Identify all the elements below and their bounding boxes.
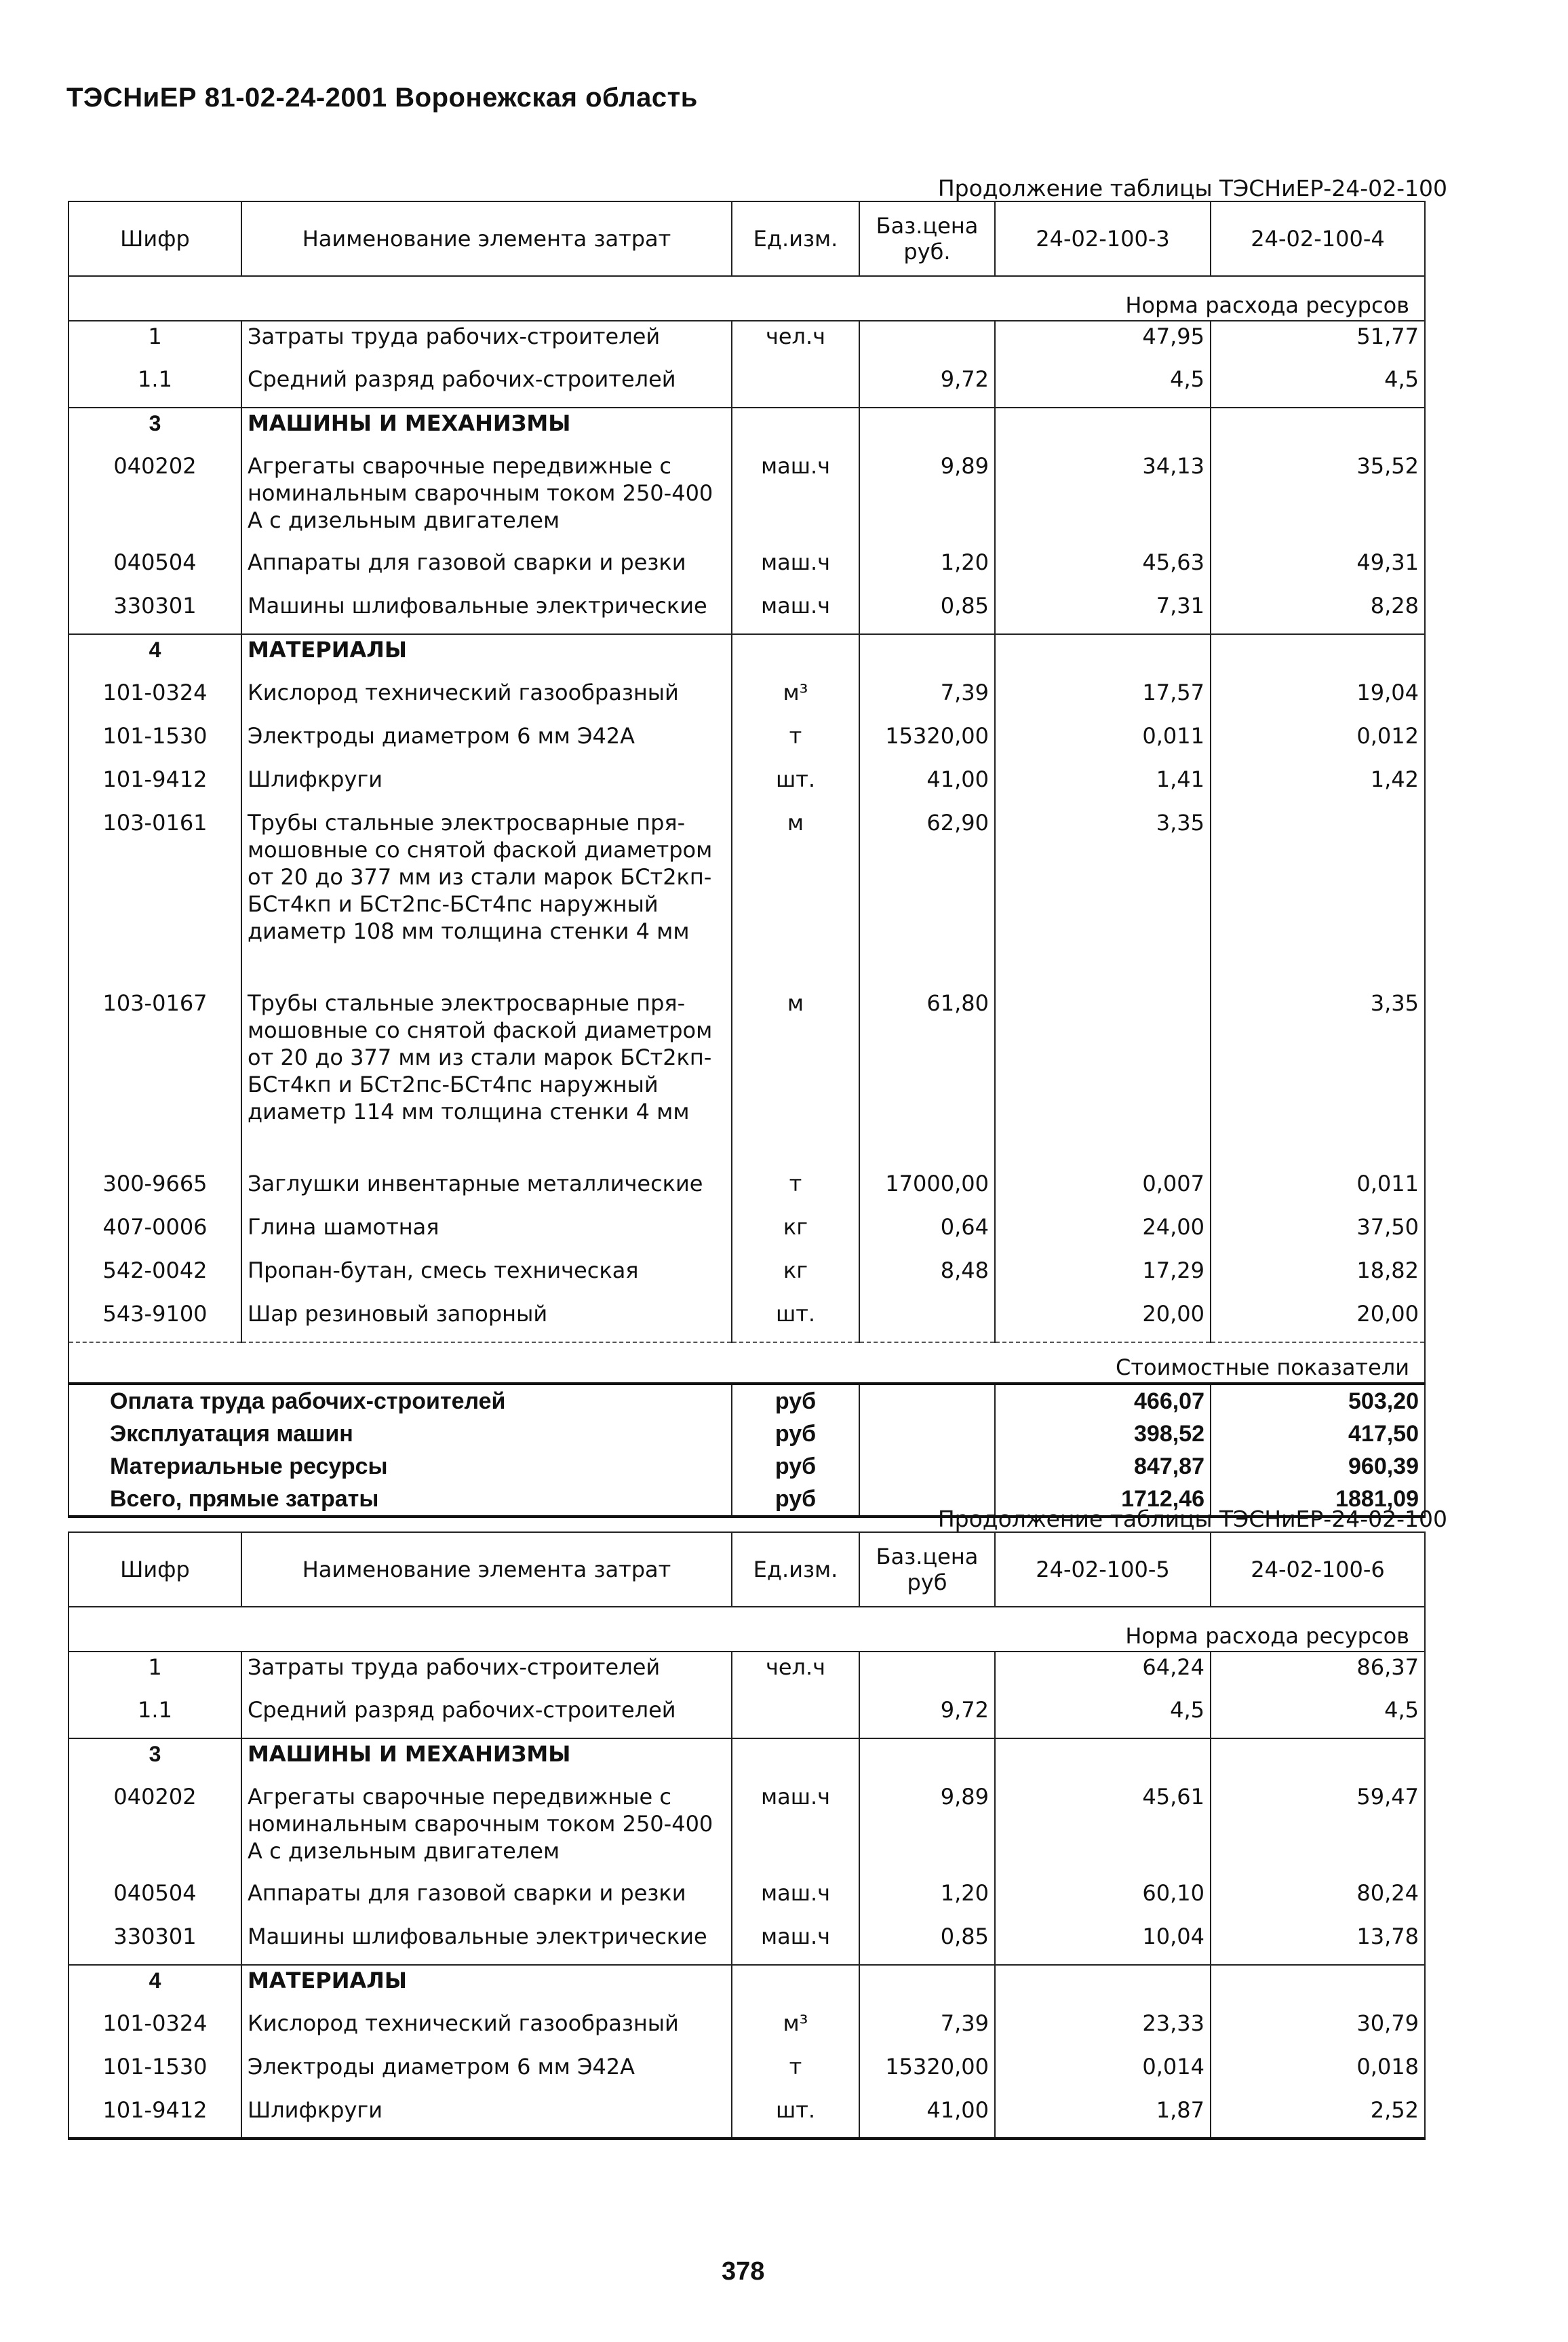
row-name: Затраты труда рабочих-строителей	[241, 321, 732, 364]
row-name: Глина шамотная	[241, 1212, 732, 1255]
row-code: 543-9100	[68, 1299, 241, 1342]
cost-name: Всего, прямые затраты	[68, 1483, 732, 1517]
row-value-1: 4,5	[995, 364, 1211, 408]
row-value-2: 1,42	[1211, 764, 1425, 808]
resource-table-1	[68, 201, 1426, 1518]
row-value-2	[1211, 408, 1425, 451]
cost-price	[859, 1450, 995, 1483]
table-row	[68, 1652, 1425, 1695]
row-name: Машины шлифовальные электрические	[241, 591, 732, 634]
row-unit	[732, 1695, 859, 1738]
row-value-2: 30,79	[1211, 2008, 1425, 2052]
row-code: 542-0042	[68, 1255, 241, 1299]
row-code: 101-0324	[68, 2008, 241, 2052]
row-price: 9,72	[859, 1695, 995, 1738]
row-value-1: 3,35	[995, 808, 1211, 988]
table-row	[68, 764, 1425, 808]
row-unit	[732, 1738, 859, 1782]
row-name: Машины шлифовальные электрические	[241, 1921, 732, 1965]
row-unit: т	[732, 1169, 859, 1212]
row-price: 8,48	[859, 1255, 995, 1299]
row-price	[859, 1965, 995, 2008]
table1-caption: Продолжение таблицы ТЭСНиЕР-24-02-100	[937, 175, 1447, 201]
column-header-unit: Ед.изм.	[732, 201, 859, 276]
row-value-2: 37,50	[1211, 1212, 1425, 1255]
row-price	[859, 634, 995, 678]
row-value-1: 4,5	[995, 1695, 1211, 1738]
row-value-2: 13,78	[1211, 1921, 1425, 1965]
row-value-1: 7,31	[995, 591, 1211, 634]
row-value-1: 23,33	[995, 2008, 1211, 2052]
row-value-1: 64,24	[995, 1652, 1211, 1695]
row-value-1: 20,00	[995, 1299, 1211, 1342]
row-name: Агрегаты сварочные передвижные с номинальным сварочным током 250-400 А с дизельным двигателем	[241, 451, 732, 547]
row-value-2: 80,24	[1211, 1878, 1425, 1921]
row-name: Электроды диаметром 6 мм Э42А	[241, 721, 732, 764]
row-value-1: 1,87	[995, 2095, 1211, 2139]
row-unit: кг	[732, 1212, 859, 1255]
section-title: МАТЕРИАЛЫ	[241, 634, 732, 678]
row-price: 15320,00	[859, 721, 995, 764]
row-value-2: 0,018	[1211, 2052, 1425, 2095]
row-price: 9,89	[859, 451, 995, 547]
row-code: 101-1530	[68, 2052, 241, 2095]
table-row	[68, 321, 1425, 364]
row-value-2: 49,31	[1211, 547, 1425, 591]
row-unit: маш.ч	[732, 591, 859, 634]
row-unit: маш.ч	[732, 1921, 859, 1965]
section-code: 4	[68, 634, 241, 678]
row-price	[859, 1738, 995, 1782]
row-unit: маш.ч	[732, 451, 859, 547]
row-unit: м³	[732, 2008, 859, 2052]
cost-label-row	[68, 1342, 1425, 1384]
column-header-norm-2: 24-02-100-6	[1211, 1532, 1425, 1607]
table-row	[68, 988, 1425, 1169]
row-unit: маш.ч	[732, 547, 859, 591]
document-title: ТЭСНиЕР 81-02-24-2001 Воронежская область	[66, 83, 698, 113]
norm-label-row	[68, 276, 1425, 321]
row-price: 9,72	[859, 364, 995, 408]
row-price	[859, 1299, 995, 1342]
row-name: Аппараты для газовой сварки и резки	[241, 547, 732, 591]
resource-table-2	[68, 1531, 1426, 2140]
row-value-2	[1211, 634, 1425, 678]
row-value-1	[995, 1965, 1211, 2008]
row-unit: шт.	[732, 1299, 859, 1342]
row-code: 1	[68, 321, 241, 364]
row-value-2: 86,37	[1211, 1652, 1425, 1695]
column-header-name: Наименование элемента затрат	[241, 201, 732, 276]
row-code: 101-0324	[68, 678, 241, 721]
table-row	[68, 2008, 1425, 2052]
column-header-code: Шифр	[68, 201, 241, 276]
row-code: 101-9412	[68, 764, 241, 808]
section-row	[68, 634, 1425, 678]
row-price: 0,64	[859, 1212, 995, 1255]
cost-name: Материальные ресурсы	[68, 1450, 732, 1483]
row-code: 040202	[68, 1782, 241, 1878]
row-code: 1.1	[68, 1695, 241, 1738]
row-value-1: 0,007	[995, 1169, 1211, 1212]
row-value-1	[995, 408, 1211, 451]
column-header-norm-2: 24-02-100-4	[1211, 201, 1425, 276]
row-price: 41,00	[859, 2095, 995, 2139]
row-unit: маш.ч	[732, 1782, 859, 1878]
page-number: 378	[722, 2257, 765, 2286]
cost-value-1: 466,07	[995, 1384, 1211, 1418]
row-value-2: 0,011	[1211, 1169, 1425, 1212]
row-value-1: 60,10	[995, 1878, 1211, 1921]
row-code: 040202	[68, 451, 241, 547]
table-row	[68, 364, 1425, 408]
row-price: 0,85	[859, 591, 995, 634]
row-code: 101-1530	[68, 721, 241, 764]
row-unit: чел.ч	[732, 1652, 859, 1695]
table-row	[68, 591, 1425, 634]
row-value-2: 35,52	[1211, 451, 1425, 547]
row-value-1: 45,63	[995, 547, 1211, 591]
cost-unit: руб	[732, 1418, 859, 1450]
row-value-1: 47,95	[995, 321, 1211, 364]
row-value-2	[1211, 808, 1425, 988]
table-row	[68, 1695, 1425, 1738]
row-code: 1.1	[68, 364, 241, 408]
table-row	[68, 547, 1425, 591]
row-price	[859, 321, 995, 364]
column-header-unit: Ед.изм.	[732, 1532, 859, 1607]
row-unit: м	[732, 808, 859, 988]
row-name: Аппараты для газовой сварки и резки	[241, 1878, 732, 1921]
table-row	[68, 1299, 1425, 1342]
table-row	[68, 1212, 1425, 1255]
table-row	[68, 1921, 1425, 1965]
row-value-2: 0,012	[1211, 721, 1425, 764]
row-price: 41,00	[859, 764, 995, 808]
row-value-1	[995, 1738, 1211, 1782]
cost-row	[68, 1450, 1425, 1483]
table-row	[68, 1169, 1425, 1212]
row-value-1: 0,014	[995, 2052, 1211, 2095]
row-value-2: 3,35	[1211, 988, 1425, 1169]
cost-unit: руб	[732, 1483, 859, 1517]
row-value-2: 4,5	[1211, 1695, 1425, 1738]
row-name: Агрегаты сварочные передвижные с номинальным сварочным током 250-400 А с дизельным двигателем	[241, 1782, 732, 1878]
cost-row	[68, 1418, 1425, 1450]
column-header-price: Баз.цена руб.	[859, 201, 995, 276]
row-value-1: 17,57	[995, 678, 1211, 721]
cost-name: Эксплуатация машин	[68, 1418, 732, 1450]
row-price: 15320,00	[859, 2052, 995, 2095]
section-title: МАШИНЫ И МЕХАНИЗМЫ	[241, 1738, 732, 1782]
section-code: 3	[68, 408, 241, 451]
row-unit: маш.ч	[732, 1878, 859, 1921]
cost-value-2: 417,50	[1211, 1418, 1425, 1450]
row-value-1: 10,04	[995, 1921, 1211, 1965]
row-value-2: 59,47	[1211, 1782, 1425, 1878]
column-header-name: Наименование элемента затрат	[241, 1532, 732, 1607]
cost-name: Оплата труда рабочих-строителей	[68, 1384, 732, 1418]
row-unit: чел.ч	[732, 321, 859, 364]
row-value-1: 0,011	[995, 721, 1211, 764]
table2-caption: Продолжение таблицы ТЭСНиЕР-24-02-100	[937, 1506, 1447, 1532]
cost-value-1: 398,52	[995, 1418, 1211, 1450]
norm-label: Норма расхода ресурсов	[68, 276, 1425, 321]
row-name: Трубы стальные электросварные пря-мошовные со снятой фаской диаметром от 20 до 377 мм из стали марок БСт2кп-БСт4кп и БСт2пс-БСт4пс наружный диаметр 114 мм толщина стенки 4 мм	[241, 988, 732, 1169]
section-row	[68, 1965, 1425, 2008]
cost-value-2: 960,39	[1211, 1450, 1425, 1483]
row-value-2: 4,5	[1211, 364, 1425, 408]
row-price: 1,20	[859, 1878, 995, 1921]
cost-value-2: 1881,09	[1211, 1483, 1425, 1517]
section-title: МАТЕРИАЛЫ	[241, 1965, 732, 2008]
row-value-2: 20,00	[1211, 1299, 1425, 1342]
cost-unit: руб	[732, 1450, 859, 1483]
column-header-norm-1: 24-02-100-3	[995, 201, 1211, 276]
row-name: Пропан-бутан, смесь техническая	[241, 1255, 732, 1299]
row-unit: кг	[732, 1255, 859, 1299]
table-row	[68, 678, 1425, 721]
section-code: 4	[68, 1965, 241, 2008]
row-unit	[732, 364, 859, 408]
row-unit	[732, 408, 859, 451]
row-name: Шар резиновый запорный	[241, 1299, 732, 1342]
table-row	[68, 1255, 1425, 1299]
row-code: 407-0006	[68, 1212, 241, 1255]
row-value-1: 45,61	[995, 1782, 1211, 1878]
row-unit: шт.	[732, 2095, 859, 2139]
row-price: 7,39	[859, 2008, 995, 2052]
cost-price	[859, 1384, 995, 1418]
row-code: 330301	[68, 1921, 241, 1965]
table-row	[68, 1782, 1425, 1878]
cost-row	[68, 1384, 1425, 1418]
row-price: 7,39	[859, 678, 995, 721]
table-header-row	[68, 1532, 1425, 1607]
row-value-2: 51,77	[1211, 321, 1425, 364]
row-value-1	[995, 634, 1211, 678]
row-unit: шт.	[732, 764, 859, 808]
row-name: Электроды диаметром 6 мм Э42А	[241, 2052, 732, 2095]
row-name: Затраты труда рабочих-строителей	[241, 1652, 732, 1695]
cost-value-1: 1712,46	[995, 1483, 1211, 1517]
row-value-2	[1211, 1738, 1425, 1782]
row-name: Шлифкруги	[241, 2095, 732, 2139]
row-code: 103-0167	[68, 988, 241, 1169]
section-row	[68, 1738, 1425, 1782]
cost-value-1: 847,87	[995, 1450, 1211, 1483]
table-row	[68, 451, 1425, 547]
row-unit: м	[732, 988, 859, 1169]
row-name: Заглушки инвентарные металлические	[241, 1169, 732, 1212]
row-value-1	[995, 988, 1211, 1169]
row-unit: м³	[732, 678, 859, 721]
norm-label: Норма расхода ресурсов	[68, 1607, 1425, 1652]
row-price	[859, 1652, 995, 1695]
row-unit: т	[732, 721, 859, 764]
row-code: 300-9665	[68, 1169, 241, 1212]
row-value-1: 1,41	[995, 764, 1211, 808]
table-row	[68, 808, 1425, 988]
row-price: 17000,00	[859, 1169, 995, 1212]
cost-value-2: 503,20	[1211, 1384, 1425, 1418]
row-name: Кислород технический газообразный	[241, 2008, 732, 2052]
table-row	[68, 1878, 1425, 1921]
cost-price	[859, 1418, 995, 1450]
row-name: Трубы стальные электросварные пря-мошовные со снятой фаской диаметром от 20 до 377 мм из стали марок БСт2кп-БСт4кп и БСт2пс-БСт4пс наружный диаметр 108 мм толщина стенки 4 мм	[241, 808, 732, 988]
column-header-norm-1: 24-02-100-5	[995, 1532, 1211, 1607]
table-row	[68, 721, 1425, 764]
row-code: 040504	[68, 1878, 241, 1921]
row-price: 0,85	[859, 1921, 995, 1965]
row-value-1: 17,29	[995, 1255, 1211, 1299]
row-name: Кислород технический газообразный	[241, 678, 732, 721]
row-price	[859, 408, 995, 451]
row-code: 101-9412	[68, 2095, 241, 2139]
row-value-2: 8,28	[1211, 591, 1425, 634]
row-name: Шлифкруги	[241, 764, 732, 808]
cost-unit: руб	[732, 1384, 859, 1418]
row-value-2: 19,04	[1211, 678, 1425, 721]
row-price: 9,89	[859, 1782, 995, 1878]
row-code: 330301	[68, 591, 241, 634]
row-name: Средний разряд рабочих-строителей	[241, 1695, 732, 1738]
row-unit: т	[732, 2052, 859, 2095]
section-row	[68, 408, 1425, 451]
row-value-2: 2,52	[1211, 2095, 1425, 2139]
row-price: 62,90	[859, 808, 995, 988]
row-price: 1,20	[859, 547, 995, 591]
table-row	[68, 2052, 1425, 2095]
row-unit	[732, 634, 859, 678]
cost-label: Стоимостные показатели	[68, 1342, 1425, 1384]
table-row	[68, 2095, 1425, 2139]
row-value-2	[1211, 1965, 1425, 2008]
norm-label-row	[68, 1607, 1425, 1652]
row-name: Средний разряд рабочих-строителей	[241, 364, 732, 408]
row-value-2: 18,82	[1211, 1255, 1425, 1299]
row-code: 040504	[68, 547, 241, 591]
column-header-code: Шифр	[68, 1532, 241, 1607]
table-header-row	[68, 201, 1425, 276]
row-value-1: 34,13	[995, 451, 1211, 547]
row-price: 61,80	[859, 988, 995, 1169]
row-code: 103-0161	[68, 808, 241, 988]
row-unit	[732, 1965, 859, 2008]
row-code: 1	[68, 1652, 241, 1695]
column-header-price: Баз.цена руб	[859, 1532, 995, 1607]
section-code: 3	[68, 1738, 241, 1782]
row-value-1: 24,00	[995, 1212, 1211, 1255]
section-title: МАШИНЫ И МЕХАНИЗМЫ	[241, 408, 732, 451]
